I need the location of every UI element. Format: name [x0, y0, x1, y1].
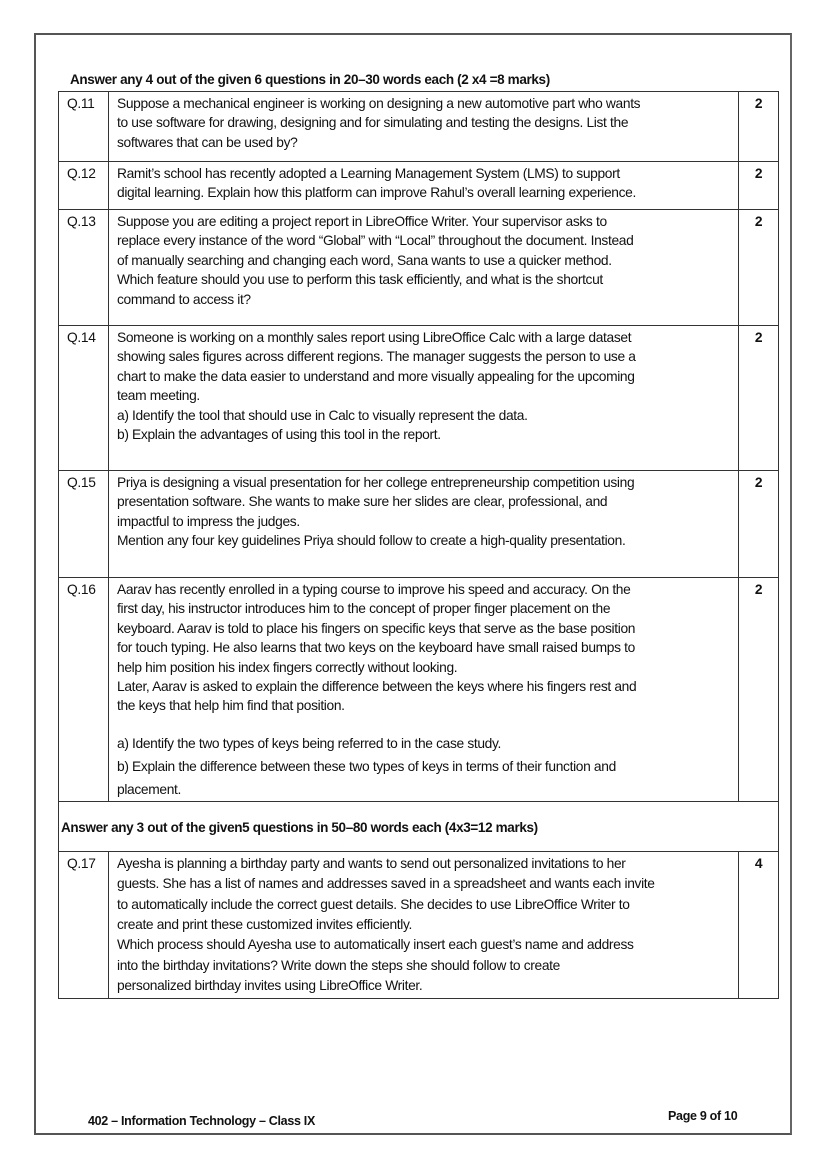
text-line: Ramit’s school has recently adopted a Learning Management System (LMS) to support [117, 166, 620, 181]
text-line: Later, Aarav is asked to explain the difference between the keys where his fingers rest and [117, 679, 637, 695]
text-line: showing sales figures across different regions. The manager suggests the person to use a [117, 349, 636, 365]
question-number: Q.13 [59, 210, 109, 326]
text-line: impactful to impress the judges. [117, 513, 300, 529]
question-number: Q.16 [59, 578, 109, 802]
text-line: keyboard. Aarav is told to place his fingers on specific keys that serve as the base position [117, 620, 636, 636]
text-line: command to access it? [117, 291, 251, 307]
text-line: a) Identify the tool that should use in Calc to visually represent the data. [117, 407, 528, 423]
question-row-q12 [59, 162, 779, 210]
question-row-q11 [59, 92, 779, 162]
question-row-q13 [59, 210, 779, 326]
question-row-q15 [59, 471, 779, 578]
text-line: create and print these customized invites efficiently. [117, 917, 413, 933]
footer-subject: 402 – Information Technology – Class IX [88, 1114, 316, 1128]
question-text [109, 162, 739, 210]
text-line: team meeting. [117, 388, 200, 404]
question-number: Q.14 [59, 326, 109, 471]
question-text [109, 92, 739, 162]
text-line: b) Explain the advantages of using this tool in the report. [117, 427, 441, 443]
section-b-row [59, 801, 779, 851]
question-marks: 2 [739, 471, 779, 578]
question-text [109, 578, 739, 802]
text-line: softwares that can be used by? [117, 134, 298, 150]
question-text [109, 210, 739, 326]
sub-part-b-continued: placement. [117, 781, 181, 797]
section-a-heading: Answer any 4 out of the given 6 questions in 20–30 words each (2 x4 =8 marks) [70, 72, 550, 87]
text-line: Someone is working on a monthly sales report using LibreOffice Calc with a large dataset [117, 330, 632, 345]
question-marks: 2 [739, 162, 779, 210]
sub-part-b: b) Explain the difference between these two types of keys in terms of their function and [117, 758, 616, 774]
question-row-q14 [59, 326, 779, 471]
text-line: Ayesha is planning a birthday party and wants to send out personalized invitations to her [117, 855, 626, 871]
question-row-q17 [59, 851, 779, 998]
question-marks: 2 [739, 92, 779, 162]
text-line: presentation software. She wants to make sure her slides are clear, professional, and [117, 494, 608, 510]
text-line: chart to make the data easier to understand and more visually appealing for the upcoming [117, 368, 635, 384]
text-line: Suppose you are editing a project report in LibreOffice Writer. Your supervisor asks to [117, 214, 607, 229]
question-text [109, 326, 739, 471]
question-row-q16 [59, 578, 779, 802]
question-number: Q.17 [59, 851, 109, 998]
text-line: for touch typing. He also learns that two keys on the keyboard have small raised bumps to [117, 640, 635, 656]
text-line: to automatically include the correct guest details. She decides to use LibreOffice Writer to [117, 896, 630, 912]
footer-page-number: Page 9 of 10 [668, 1109, 738, 1123]
text-line: to use software for drawing, designing and for simulating and testing the designs. List the [117, 115, 629, 131]
text-line: of manually searching and changing each word, Sana wants to use a quicker method. [117, 252, 612, 268]
text-line: Mention any four key guidelines Priya should follow to create a high-quality presentation. [117, 533, 626, 549]
question-marks: 2 [739, 210, 779, 326]
question-marks: 4 [739, 851, 779, 998]
text-line: into the birthday invitations? Write down the steps she should follow to create [117, 957, 560, 973]
text-line: replace every instance of the word “Global” with “Local” throughout the document. Instead [117, 233, 634, 249]
text-line: first day, his instructor introduces him to the concept of proper finger placement on the [117, 601, 611, 617]
text-line: guests. She has a list of names and addresses saved in a spreadsheet and wants each invite [117, 876, 655, 892]
text-line: digital learning. Explain how this platform can improve Rahul’s overall learning experience. [117, 185, 636, 201]
text-line: Priya is designing a visual presentation for her college entrepreneurship competition using [117, 475, 635, 490]
text-line: Suppose a mechanical engineer is working on designing a new automotive part who wants [117, 96, 641, 111]
text-line: Which feature should you use to perform this task efficiently, and what is the shortcut [117, 272, 603, 288]
text-line: personalized birthday invites using LibreOffice Writer. [117, 978, 423, 994]
question-text [109, 471, 739, 578]
question-marks: 2 [739, 326, 779, 471]
questions-table [58, 91, 779, 999]
spacer [117, 716, 738, 732]
question-text [109, 851, 739, 998]
sub-part-a: a) Identify the two types of keys being referred to in the case study. [117, 735, 502, 751]
question-number: Q.12 [59, 162, 109, 210]
question-number: Q.11 [59, 92, 109, 162]
question-number: Q.15 [59, 471, 109, 578]
text-line: Which process should Ayesha use to automatically insert each guest’s name and address [117, 937, 634, 953]
text-line: Aarav has recently enrolled in a typing course to improve his speed and accuracy. On the [117, 582, 631, 597]
text-line: help him position his index fingers correctly without looking. [117, 659, 458, 675]
section-b-heading: Answer any 3 out of the given5 questions in 50–80 words each (4x3=12 marks) [59, 801, 779, 851]
question-marks: 2 [739, 578, 779, 802]
text-line: the keys that help him find that position. [117, 698, 345, 714]
